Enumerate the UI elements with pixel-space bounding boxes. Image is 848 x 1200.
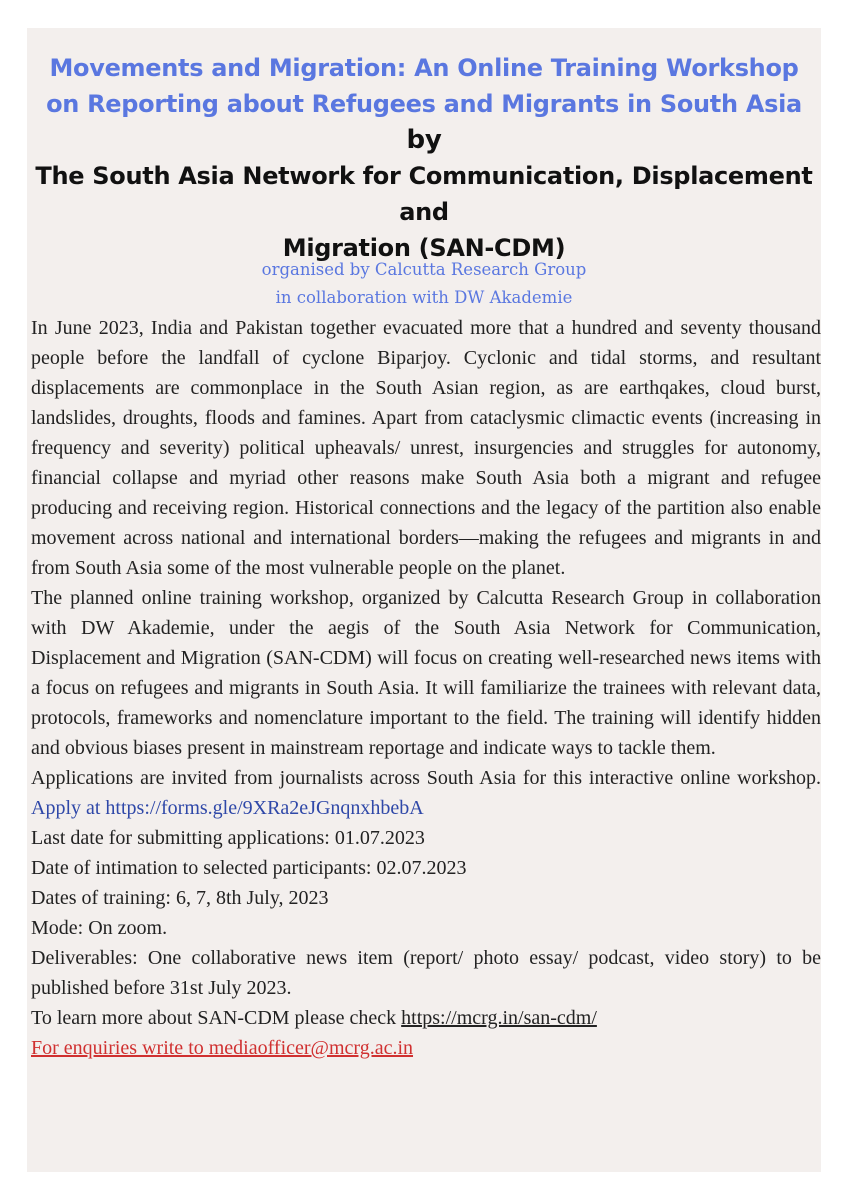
learn-more-line bbox=[31, 1003, 821, 1033]
applications-paragraph bbox=[31, 763, 821, 823]
training-dates-line: Dates of training: 6, 7, 8th July, 2023 bbox=[31, 887, 329, 909]
network-name-line-2: Migration (SAN-CDM) bbox=[282, 234, 566, 262]
enquiries-link[interactable]: For enquiries write to mediaofficer@mcrg.ac.in bbox=[31, 1037, 414, 1059]
applications-text: Applications are invited from journalists across South Asia for this interactive online workshop. bbox=[31, 767, 821, 789]
organisers bbox=[27, 256, 821, 312]
mode-line: Mode: On zoom. bbox=[31, 917, 168, 939]
flyer-sheet bbox=[27, 28, 821, 1172]
collaboration-line: in collaboration with DW Akademie bbox=[275, 288, 573, 307]
workshop-paragraph: The planned online training workshop, organized by Calcutta Research Group in collaboration with DW Akademie, under the aegis of the South Asia Network for Communication, Displacement and Migration (SAN-CDM) will focus on creating well-researched news items with a focus on refugees and migrants in South Asia. It will familiarize the trainees with relevant data, protocols, frameworks and nomenclature important to the field. The training will identify hidden and obvious biases present in mainstream reportage and indicate ways to tackle them. bbox=[31, 587, 821, 759]
organised-by-line: organised by Calcutta Research Group bbox=[261, 260, 587, 279]
learn-more-text: To learn more about SAN-CDM please check bbox=[31, 1007, 402, 1029]
flyer-header bbox=[27, 50, 821, 266]
title-line-1: Movements and Migration: An Online Training Workshop bbox=[49, 54, 799, 82]
title-line-2: on Reporting about Refugees and Migrants in South Asia bbox=[46, 90, 802, 118]
flyer-body bbox=[31, 313, 821, 1063]
apply-link[interactable]: Apply at https://forms.gle/9XRa2eJGnqnxhbebA bbox=[31, 797, 424, 819]
intro-paragraph: In June 2023, India and Pakistan together evacuated more that a hundred and seventy thousand people before the landfall of cyclone Biparjoy. Cyclonic and tidal storms, and resultant displacements are commonplace in the South Asian region, as are earthqakes, cloud burst, landslides, droughts, floods and famines. Apart from cataclysmic climactic events (increasing in frequency and severity) political upheavals/ unrest, insurgencies and struggles for autonomy, financial collapse and myriad other reasons make South Asia both a migrant and refugee producing and receiving region. Historical connections and the legacy of the partition also enable movement across national and international borders—making the refugees and migrants in and from South Asia some of the most vulnerable people on the planet. bbox=[31, 317, 821, 579]
network-name-line-1: The South Asia Network for Communication, Displacement and bbox=[35, 162, 813, 226]
deliverables-line: Deliverables: One collaborative news item (report/ photo essay/ podcast, video story) to be published before 31st July 2023. bbox=[31, 947, 821, 999]
last-date-line: Last date for submitting applications: 01.07.2023 bbox=[31, 827, 425, 849]
san-cdm-link[interactable]: https://mcrg.in/san-cdm/ bbox=[401, 1007, 597, 1029]
intimation-date-line: Date of intimation to selected participants: 02.07.2023 bbox=[31, 857, 467, 879]
by-label: by bbox=[406, 125, 442, 155]
